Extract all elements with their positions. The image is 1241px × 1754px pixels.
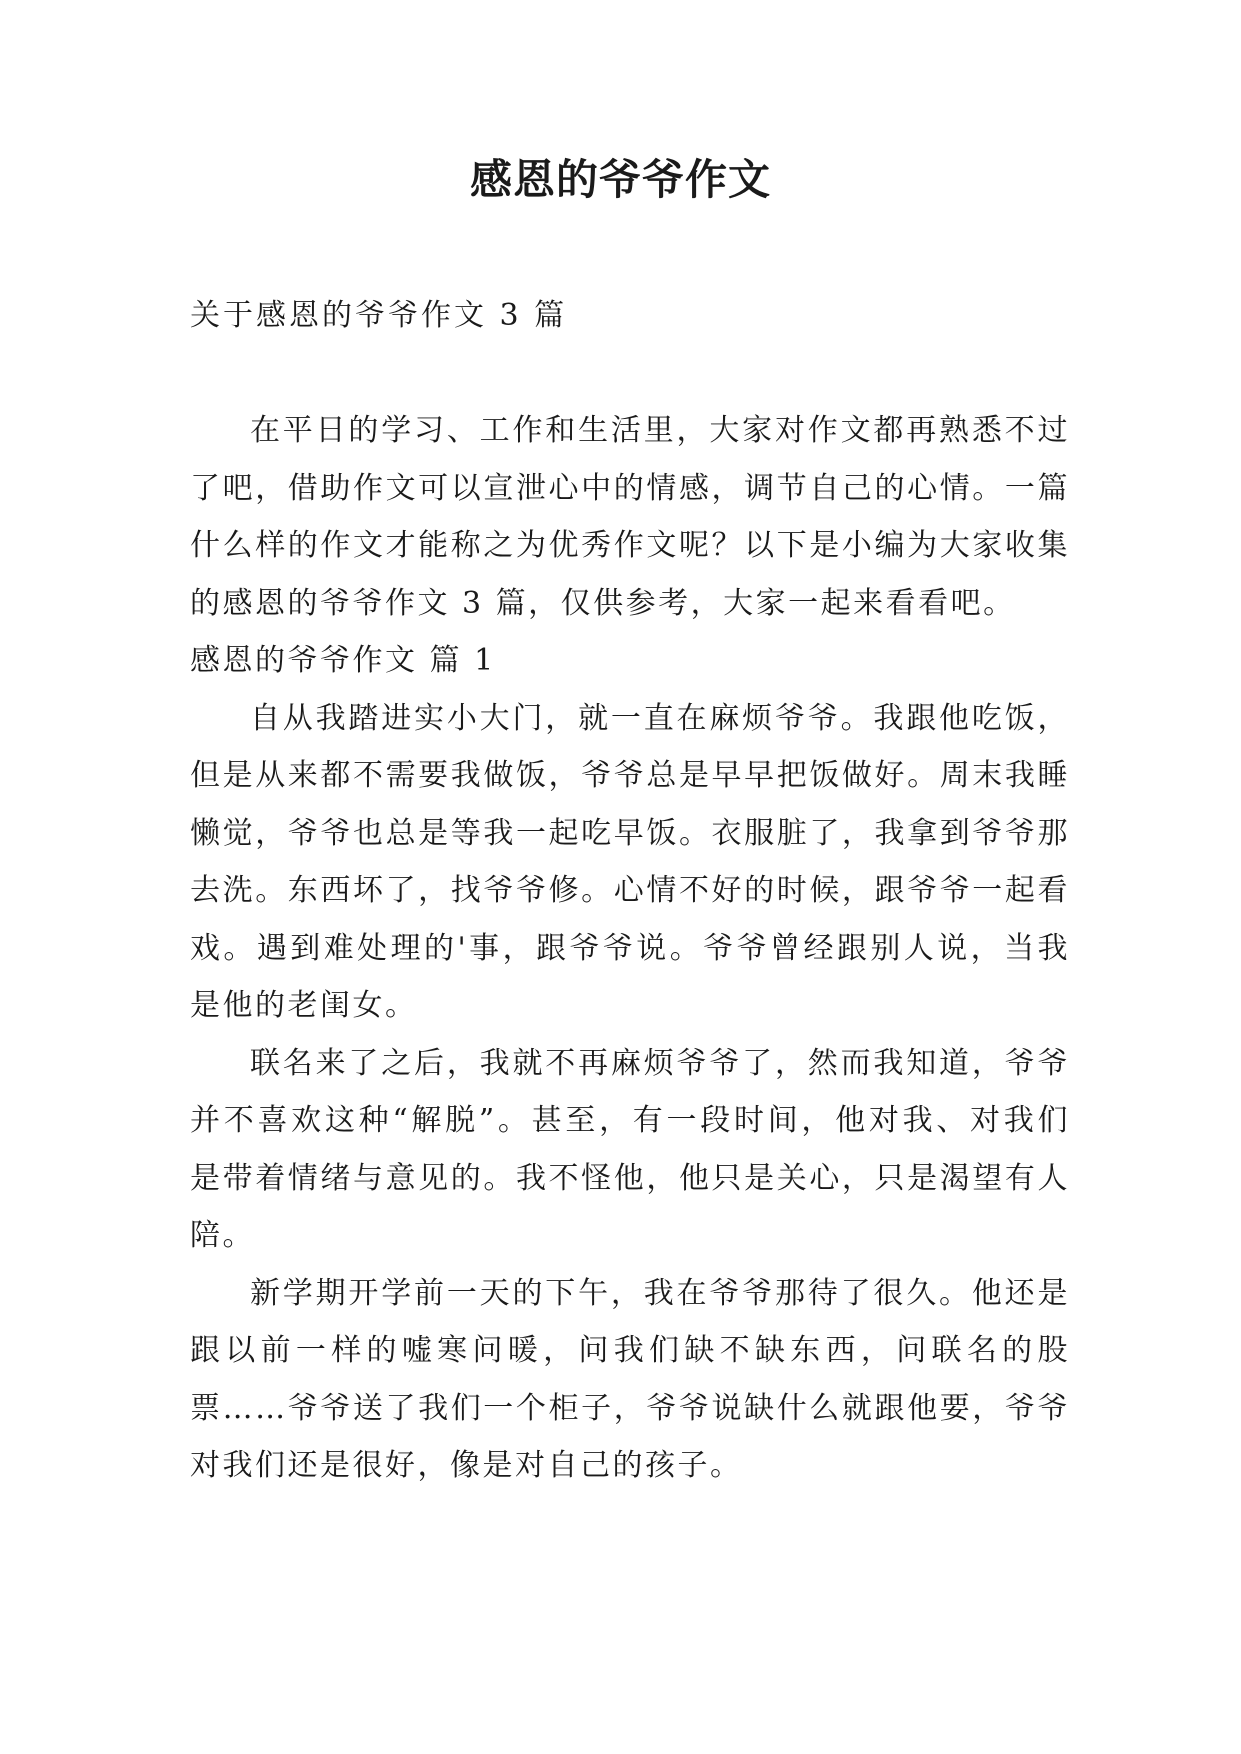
section-heading: 感恩的爷爷作文 篇 1 xyxy=(190,643,496,678)
document-body xyxy=(190,402,1070,1495)
body-paragraph: 新学期开学前一天的下午，我在爷爷那待了很久。他还是跟以前一样的嘘寒问暖，问我们缺不缺东西，问联名的股票……爷爷送了我们一个柜子，爷爷说缺什么就跟他要，爷爷对我们还是很好，像是对自己的孩子。 xyxy=(190,1275,1070,1483)
document-title: 感恩的爷爷作文 xyxy=(469,155,771,204)
body-paragraph: 联名来了之后，我就不再麻烦爷爷了，然而我知道，爷爷并不喜欢这种“解脱”。甚至，有一段时间，他对我、对我们是带着情绪与意见的。我不怪他，他只是关心，只是渴望有人陪。 xyxy=(190,1045,1070,1253)
document-subtitle: 关于感恩的爷爷作文 3 篇 xyxy=(190,298,568,333)
intro-paragraph: 在平日的学习、工作和生活里，大家对作文都再熟悉不过了吧，借助作文可以宣泄心中的情感，调节自己的心情。一篇什么样的作文才能称之为优秀作文呢？以下是小编为大家收集的感恩的爷爷作文 3 篇，仅供参考，大家一起来看看吧。 xyxy=(190,413,1070,621)
body-paragraph: 自从我踏进实小大门，就一直在麻烦爷爷。我跟他吃饭，但是从来都不需要我做饭，爷爷总是早早把饭做好。周末我睡懒觉，爷爷也总是等我一起吃早饭。衣服脏了，我拿到爷爷那去洗。东西坏了，找爷爷修。心情不好的时候，跟爷爷一起看戏。遇到难处理的'事，跟爷爷说。爷爷曾经跟别人说，当我是他的老闺女。 xyxy=(190,700,1070,1023)
